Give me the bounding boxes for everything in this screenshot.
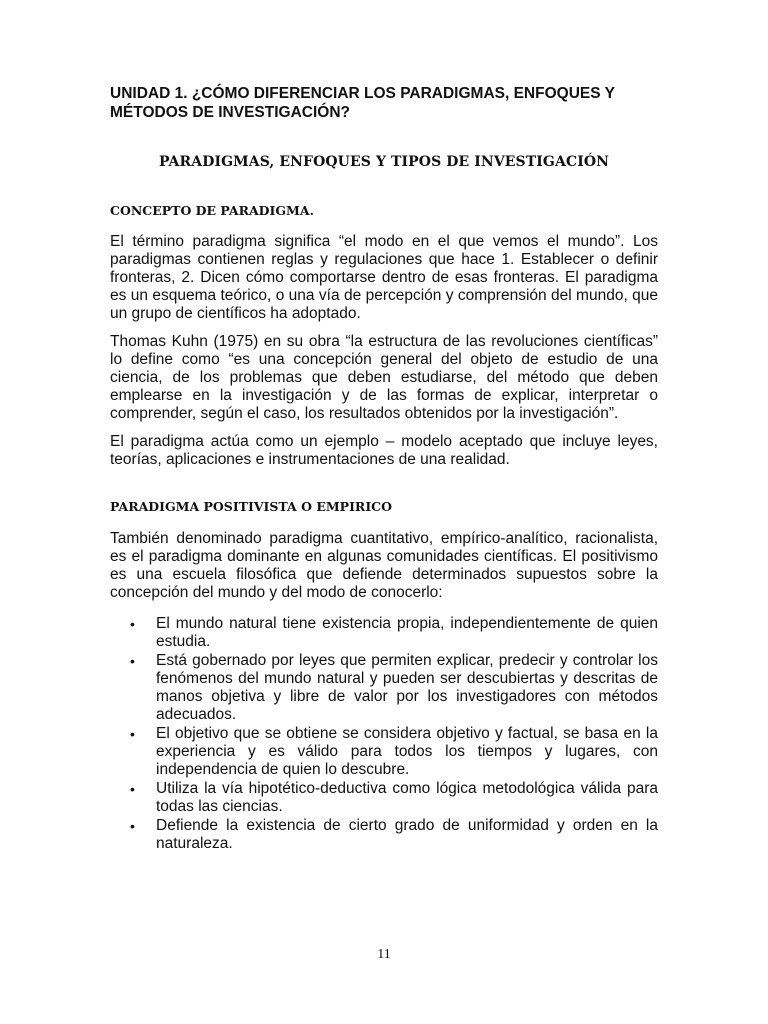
list-item-text: Utiliza la vía hipotético-deductiva como lógica metodológica válida para todas las ciencias. xyxy=(156,780,658,815)
bullet-icon: • xyxy=(130,726,135,742)
list-item xyxy=(110,817,658,853)
section-title: PARADIGMAS, ENFOQUES Y TIPOS DE INVESTIGACIÓN xyxy=(158,154,610,170)
positivist-assumptions-list xyxy=(110,615,658,854)
list-item-text: Defiende la existencia de cierto grado de uniformidad y orden en la naturaleza. xyxy=(156,817,658,852)
list-item xyxy=(110,615,658,651)
unit-title: UNIDAD 1. ¿CÓMO DIFERENCIAR LOS PARADIGMAS, ENFOQUES Y MÉTODOS DE INVESTIGACIÓN? xyxy=(110,85,615,121)
bullet-icon: • xyxy=(130,781,135,797)
list-item-text: El objetivo que se obtiene se considera objetivo y factual, se basa en la experiencia y es válido para todos los tiempos y lugares, con independencia de quien lo descubre. xyxy=(156,725,658,778)
positivist-intro-paragraph: También denominado paradigma cuantitativo, empírico-analítico, racionalista, es el paradigma dominante en algunas comunidades científicas. El positivismo es una escuela filosófica que defiende determinados supuestos sobre la concepción del mundo y del modo de conocerlo: xyxy=(110,530,658,601)
concept-paragraph-kuhn: Thomas Kuhn (1975) en su obra “la estructura de las revoluciones científicas” lo define como “es una concepción general del objeto de estudio de una ciencia, de los problemas que deben estudiarse, del método que deben emplearse en la investigación y de las formas de explicar, interpretar o comprender, según el caso, los resultados obtenidos por la investigación”. xyxy=(110,333,658,422)
positivist-heading: PARADIGMA POSITIVISTA O EMPIRICO xyxy=(110,499,393,514)
page-number: 11 xyxy=(377,947,391,962)
list-item-text: El mundo natural tiene existencia propia, independientemente de quien estudia. xyxy=(156,615,658,650)
concept-paragraph-definition: El término paradigma significa “el modo en el que vemos el mundo”. Los paradigmas contienen reglas y regulaciones que hace 1. Establecer o definir fronteras, 2. Dicen cómo comportarse dentro de esas fronteras. El paradigma es un esquema teórico, o una vía de percepción y comprensión del mundo, que un grupo de científicos ha adoptado. xyxy=(110,233,658,322)
bullet-icon: • xyxy=(130,818,135,834)
list-item xyxy=(110,725,658,779)
list-item xyxy=(110,780,658,816)
concept-paragraph-model: El paradigma actúa como un ejemplo – modelo aceptado que incluye leyes, teorías, aplicaciones e instrumentaciones de una realidad. xyxy=(110,433,658,468)
bullet-icon: • xyxy=(130,653,135,669)
list-item-text: Está gobernado por leyes que permiten explicar, predecir y controlar los fenómenos del mundo natural y pueden ser descubiertas y descritas de manos objetiva y libre de valor por los investigadores con métodos adecuados. xyxy=(156,652,658,723)
concept-heading: CONCEPTO DE PARADIGMA. xyxy=(110,203,314,218)
list-item xyxy=(110,652,658,724)
bullet-icon: • xyxy=(130,616,135,632)
